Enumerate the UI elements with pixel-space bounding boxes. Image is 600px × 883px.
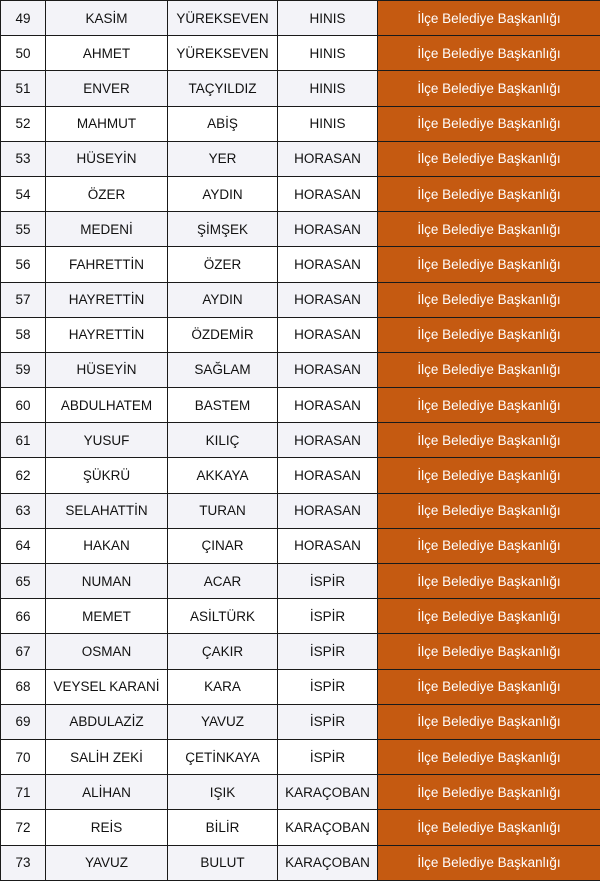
row-number-cell: 65: [1, 564, 46, 599]
row-number-cell: 58: [1, 317, 46, 352]
row-number-cell: 63: [1, 493, 46, 528]
row-number-cell: 66: [1, 599, 46, 634]
office-cell: İlçe Belediye Başkanlığı: [378, 317, 600, 352]
row-number-cell: 51: [1, 71, 46, 106]
office-cell: İlçe Belediye Başkanlığı: [378, 352, 600, 387]
district-cell: İSPİR: [278, 739, 378, 774]
office-cell: İlçe Belediye Başkanlığı: [378, 634, 600, 669]
district-cell: HINIS: [278, 106, 378, 141]
last-name-cell: TURAN: [168, 493, 278, 528]
row-number-cell: 53: [1, 141, 46, 176]
first-name-cell: ABDULAZİZ: [46, 704, 168, 739]
district-cell: HORASAN: [278, 247, 378, 282]
first-name-cell: ÖZER: [46, 176, 168, 211]
office-cell: İlçe Belediye Başkanlığı: [378, 493, 600, 528]
first-name-cell: ALİHAN: [46, 775, 168, 810]
last-name-cell: SAĞLAM: [168, 352, 278, 387]
district-cell: İSPİR: [278, 599, 378, 634]
first-name-cell: REİS: [46, 810, 168, 845]
row-number-cell: 61: [1, 423, 46, 458]
first-name-cell: SALİH ZEKİ: [46, 739, 168, 774]
row-number-cell: 54: [1, 176, 46, 211]
district-cell: İSPİR: [278, 704, 378, 739]
last-name-cell: YAVUZ: [168, 704, 278, 739]
first-name-cell: HAKAN: [46, 528, 168, 563]
office-cell: İlçe Belediye Başkanlığı: [378, 704, 600, 739]
last-name-cell: ÇAKIR: [168, 634, 278, 669]
table-row: [1, 669, 600, 704]
row-number-cell: 71: [1, 775, 46, 810]
office-cell: İlçe Belediye Başkanlığı: [378, 599, 600, 634]
first-name-cell: HÜSEYİN: [46, 141, 168, 176]
first-name-cell: MAHMUT: [46, 106, 168, 141]
first-name-cell: VEYSEL KARANİ: [46, 669, 168, 704]
last-name-cell: KARA: [168, 669, 278, 704]
last-name-cell: KILIÇ: [168, 423, 278, 458]
last-name-cell: ÇETİNKAYA: [168, 739, 278, 774]
first-name-cell: OSMAN: [46, 634, 168, 669]
row-number-cell: 59: [1, 352, 46, 387]
district-cell: HORASAN: [278, 212, 378, 247]
table-row: [1, 388, 600, 423]
table-row: [1, 564, 600, 599]
row-number-cell: 60: [1, 388, 46, 423]
district-cell: KARAÇOBAN: [278, 775, 378, 810]
table-row: [1, 141, 600, 176]
last-name-cell: ÖZER: [168, 247, 278, 282]
last-name-cell: YÜREKSEVEN: [168, 1, 278, 36]
district-cell: İSPİR: [278, 564, 378, 599]
table-row: [1, 247, 600, 282]
first-name-cell: YUSUF: [46, 423, 168, 458]
row-number-cell: 56: [1, 247, 46, 282]
row-number-cell: 73: [1, 845, 46, 880]
last-name-cell: BASTEM: [168, 388, 278, 423]
row-number-cell: 55: [1, 212, 46, 247]
table-row: [1, 599, 600, 634]
district-cell: HORASAN: [278, 423, 378, 458]
table-row: [1, 634, 600, 669]
last-name-cell: TAÇYILDIZ: [168, 71, 278, 106]
last-name-cell: BULUT: [168, 845, 278, 880]
district-cell: HORASAN: [278, 528, 378, 563]
row-number-cell: 70: [1, 739, 46, 774]
office-cell: İlçe Belediye Başkanlığı: [378, 810, 600, 845]
first-name-cell: NUMAN: [46, 564, 168, 599]
table-row: [1, 317, 600, 352]
office-cell: İlçe Belediye Başkanlığı: [378, 212, 600, 247]
district-cell: HORASAN: [278, 493, 378, 528]
office-cell: İlçe Belediye Başkanlığı: [378, 388, 600, 423]
office-cell: İlçe Belediye Başkanlığı: [378, 71, 600, 106]
row-number-cell: 57: [1, 282, 46, 317]
first-name-cell: SELAHATTİN: [46, 493, 168, 528]
last-name-cell: ABİŞ: [168, 106, 278, 141]
first-name-cell: KASİM: [46, 1, 168, 36]
table-row: [1, 528, 600, 563]
office-cell: İlçe Belediye Başkanlığı: [378, 106, 600, 141]
row-number-cell: 62: [1, 458, 46, 493]
last-name-cell: ŞİMŞEK: [168, 212, 278, 247]
last-name-cell: AYDIN: [168, 282, 278, 317]
office-cell: İlçe Belediye Başkanlığı: [378, 739, 600, 774]
first-name-cell: HAYRETTİN: [46, 317, 168, 352]
district-cell: HORASAN: [278, 458, 378, 493]
district-cell: İSPİR: [278, 669, 378, 704]
table-row: [1, 1, 600, 36]
district-cell: HORASAN: [278, 388, 378, 423]
district-cell: HORASAN: [278, 282, 378, 317]
first-name-cell: ŞÜKRÜ: [46, 458, 168, 493]
first-name-cell: AHMET: [46, 36, 168, 71]
table-row: [1, 106, 600, 141]
first-name-cell: MEDENİ: [46, 212, 168, 247]
last-name-cell: AKKAYA: [168, 458, 278, 493]
district-cell: KARAÇOBAN: [278, 845, 378, 880]
district-cell: HORASAN: [278, 352, 378, 387]
office-cell: İlçe Belediye Başkanlığı: [378, 775, 600, 810]
last-name-cell: ÇINAR: [168, 528, 278, 563]
table-row: [1, 775, 600, 810]
office-cell: İlçe Belediye Başkanlığı: [378, 36, 600, 71]
office-cell: İlçe Belediye Başkanlığı: [378, 564, 600, 599]
table-row: [1, 282, 600, 317]
office-cell: İlçe Belediye Başkanlığı: [378, 1, 600, 36]
last-name-cell: ÖZDEMİR: [168, 317, 278, 352]
table-row: [1, 845, 600, 880]
table-row: [1, 352, 600, 387]
district-cell: HINIS: [278, 36, 378, 71]
table-row: [1, 458, 600, 493]
office-cell: İlçe Belediye Başkanlığı: [378, 141, 600, 176]
row-number-cell: 67: [1, 634, 46, 669]
first-name-cell: MEMET: [46, 599, 168, 634]
office-cell: İlçe Belediye Başkanlığı: [378, 528, 600, 563]
district-cell: HINIS: [278, 71, 378, 106]
candidate-table-body: [1, 1, 600, 881]
table-row: [1, 493, 600, 528]
office-cell: İlçe Belediye Başkanlığı: [378, 423, 600, 458]
district-cell: KARAÇOBAN: [278, 810, 378, 845]
table-row: [1, 810, 600, 845]
office-cell: İlçe Belediye Başkanlığı: [378, 247, 600, 282]
district-cell: HORASAN: [278, 141, 378, 176]
table-row: [1, 176, 600, 211]
office-cell: İlçe Belediye Başkanlığı: [378, 845, 600, 880]
office-cell: İlçe Belediye Başkanlığı: [378, 176, 600, 211]
district-cell: HORASAN: [278, 317, 378, 352]
row-number-cell: 52: [1, 106, 46, 141]
table-row: [1, 739, 600, 774]
row-number-cell: 49: [1, 1, 46, 36]
row-number-cell: 69: [1, 704, 46, 739]
last-name-cell: ASİLTÜRK: [168, 599, 278, 634]
last-name-cell: BİLİR: [168, 810, 278, 845]
office-cell: İlçe Belediye Başkanlığı: [378, 669, 600, 704]
office-cell: İlçe Belediye Başkanlığı: [378, 282, 600, 317]
row-number-cell: 50: [1, 36, 46, 71]
last-name-cell: ACAR: [168, 564, 278, 599]
table-row: [1, 423, 600, 458]
table-row: [1, 212, 600, 247]
last-name-cell: YER: [168, 141, 278, 176]
last-name-cell: AYDIN: [168, 176, 278, 211]
row-number-cell: 72: [1, 810, 46, 845]
district-cell: HINIS: [278, 1, 378, 36]
table-row: [1, 71, 600, 106]
table-row: [1, 36, 600, 71]
first-name-cell: HAYRETTİN: [46, 282, 168, 317]
row-number-cell: 64: [1, 528, 46, 563]
first-name-cell: HÜSEYİN: [46, 352, 168, 387]
first-name-cell: ENVER: [46, 71, 168, 106]
row-number-cell: 68: [1, 669, 46, 704]
first-name-cell: FAHRETTİN: [46, 247, 168, 282]
last-name-cell: IŞIK: [168, 775, 278, 810]
last-name-cell: YÜREKSEVEN: [168, 36, 278, 71]
first-name-cell: ABDULHATEM: [46, 388, 168, 423]
district-cell: İSPİR: [278, 634, 378, 669]
table-row: [1, 704, 600, 739]
district-cell: HORASAN: [278, 176, 378, 211]
office-cell: İlçe Belediye Başkanlığı: [378, 458, 600, 493]
first-name-cell: YAVUZ: [46, 845, 168, 880]
